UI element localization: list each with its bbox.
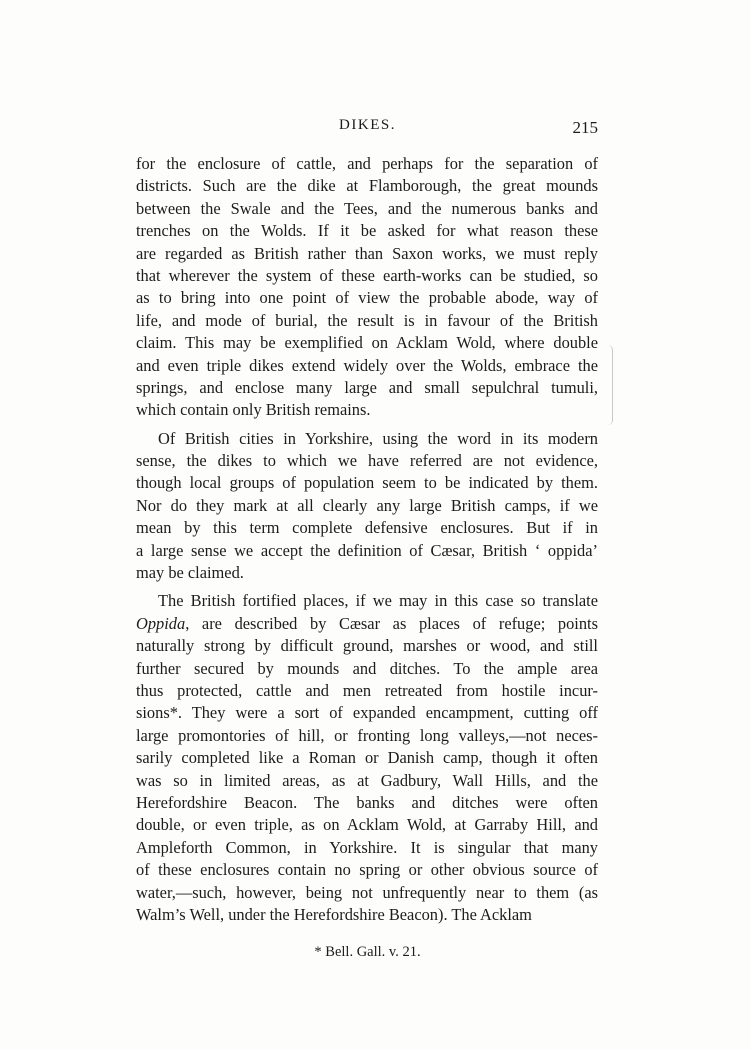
paragraph [136,428,598,585]
text-line: Nor do they mark at all clearly any large British camps, if we [136,495,598,515]
text-line: Herefordshire Beacon. The banks and ditches were often [136,792,598,812]
text-line: was so in limited areas, as at Gadbury, Wall Hills, and the [136,770,598,790]
text-line: though local groups of population seem to be indicated by them. [136,473,598,493]
text-line: claim. This may be exemplified on Acklam Wold, where double [136,333,598,353]
text-line: may be claimed. [136,563,244,583]
text-line: sarily completed like a Roman or Danish camp, though it often [136,748,598,768]
text-line: for the enclosure of cattle, and perhaps for the separation of [136,154,598,173]
text-line: Ampleforth Common, in Yorkshire. It is singular that many [136,837,598,857]
italic-term: Oppida [136,613,186,633]
text-line: large promontories of hill, or fronting long valleys,—not neces- [136,725,598,745]
text-line: as to bring into one point of view the probable abode, way of [136,288,598,308]
text-line: and even triple dikes extend widely over the Wolds, embrace the [136,355,598,375]
text-line: trenches on the Wolds. If it be asked for what reason these [136,221,598,241]
paragraph [136,590,598,926]
text-line: sions*. They were a sort of expanded encampment, cutting off [136,703,598,723]
running-title: DIKES. [339,117,396,133]
text-line: a large sense we accept the definition of Cæsar, British ‘ oppida’ [136,540,598,560]
text-line: water,—such, however, being not unfrequently near to them (as [136,882,598,902]
margin-bracket-mark [608,345,613,425]
text-line: between the Swale and the Tees, and the numerous banks and [136,198,598,218]
text-line: which contain only British remains. [136,400,371,420]
page-number: 215 [572,118,598,137]
body-text [136,153,598,926]
text-line: double, or even triple, as on Acklam Wold, at Garraby Hill, and [136,815,598,835]
text-line: sense, the dikes to which we have referred are not evidence, [136,451,598,471]
text-line: life, and mode of burial, the result is in favour of the British [136,310,598,330]
text-line: Oppida, are described by Cæsar as places of refuge; points [136,613,598,633]
text-line: Walm’s Well, under the Herefordshire Beacon). The Acklam [136,904,532,924]
text-line: that wherever the system of these earth-works can be studied, so [136,265,598,285]
text-line: are regarded as British rather than Saxon works, we must reply [136,243,598,263]
paragraph [136,153,598,422]
text-line: Of British cities in Yorkshire, using the word in its modern [158,428,598,448]
text-line: The British fortified places, if we may in this case so translate [158,591,598,611]
text-line: further secured by mounds and ditches. To the ample area [136,658,598,678]
footnote: * Bell. Gall. v. 21. [314,944,421,960]
running-head [137,117,598,139]
text-line: of these enclosures contain no spring or other obvious source of [136,860,598,880]
text-line: districts. Such are the dike at Flamborough, the great mounds [136,176,598,196]
text-line: springs, and enclose many large and small sepulchral tumuli, [136,377,598,397]
text-line: thus protected, cattle and men retreated from hostile incur- [136,680,598,700]
text-line: naturally strong by difficult ground, marshes or wood, and still [136,636,598,656]
text-line: mean by this term complete defensive enclosures. But if in [136,518,598,538]
